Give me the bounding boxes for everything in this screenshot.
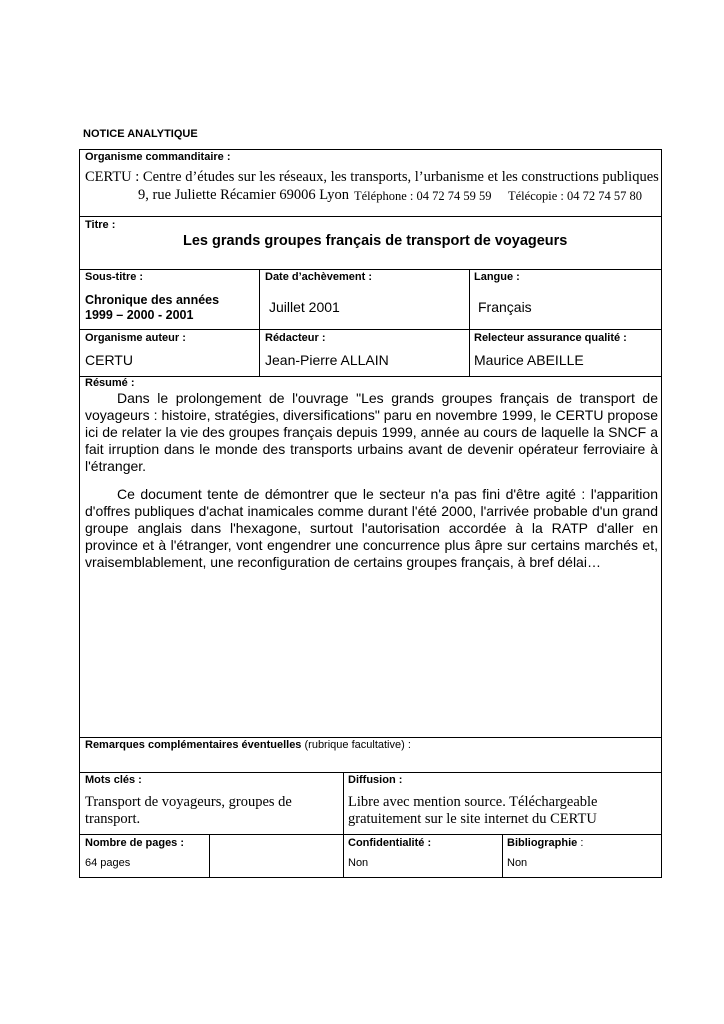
row-separator — [79, 376, 662, 377]
remarques-note: (rubrique facultative) : — [304, 739, 411, 751]
row-separator — [79, 329, 662, 330]
sous-titre-label: Sous-titre : — [85, 271, 144, 283]
col-separator — [502, 834, 503, 878]
resume-paragraph-2: Ce document tente de démontrer que le secteur n'a pas fini d'être agité : l'apparition d'offres publiques d'achat inamicales comme durant l'été 2000, l'arrivée probable d'un grand groupe anglais dans l'hexagone, surtout l'autorisation accordée à la RATP d'aller en province et à l'étranger, vont engendrer une concurrence plus âpre sur certains marchés et, vraisemblablement, une reconfiguration de certains groupes français, à bref délai… — [85, 486, 658, 570]
document-title: Les grands groupes français de transport de voyageurs — [183, 233, 568, 249]
resume-paragraph-1: Dans le prolongement de l'ouvrage "Les grands groupes français de transport de voyageurs : histoire, stratégies, diversifications" paru en novembre 1999, le CERTU propose ici de relater la vie des groupes français depuis 1999, année au cours de laquelle la SNCF a fait irruption dans le monde des transports urbains avant de devenir opérateur ferroviaire à l'étranger. — [85, 390, 658, 474]
sous-titre-line1: Chronique des années — [85, 293, 220, 307]
langue-value: Français — [478, 299, 532, 315]
organisme-commanditaire-name: CERTU : Centre d’études sur les réseaux, les transports, l’urbanisme et les constructions publiques — [85, 169, 659, 185]
row-separator — [79, 737, 662, 738]
relecteur-label: Relecteur assurance qualité : — [474, 332, 627, 344]
organisme-commanditaire-label: Organisme commanditaire : — [85, 151, 231, 163]
remarques-row — [85, 739, 411, 751]
redacteur-label: Rédacteur : — [265, 332, 326, 344]
organisme-auteur-label: Organisme auteur : — [85, 332, 186, 344]
organisme-commanditaire-phone: Téléphone : 04 72 74 59 59 — [354, 189, 492, 203]
table-bottom-border — [79, 877, 662, 878]
row-separator — [79, 772, 662, 773]
redacteur-value: Jean-Pierre ALLAIN — [265, 352, 389, 368]
remarques-label: Remarques complémentaires éventuelles — [85, 739, 302, 751]
confidentialite-label: Confidentialité : — [348, 837, 432, 849]
date-label: Date d’achèvement : — [265, 271, 372, 283]
row-separator — [79, 834, 662, 835]
mots-cles-line2: transport. — [85, 811, 141, 827]
nombre-pages-value: 64 pages — [85, 857, 131, 869]
col-separator — [209, 834, 210, 878]
organisme-commanditaire-fax: Télécopie : 04 72 74 57 80 — [508, 189, 642, 203]
table-top-border — [79, 149, 662, 150]
langue-label: Langue : — [474, 271, 520, 283]
nombre-pages-label: Nombre de pages : — [85, 837, 185, 849]
diffusion-label: Diffusion : — [348, 774, 403, 786]
confidentialite-value: Non — [348, 857, 369, 869]
relecteur-value: Maurice ABEILLE — [474, 352, 584, 368]
col-separator — [469, 269, 470, 377]
notice-title: NOTICE ANALYTIQUE — [83, 128, 198, 140]
organisme-auteur-value: CERTU — [85, 352, 133, 368]
table-right-border — [661, 149, 662, 878]
organisme-commanditaire-address: 9, rue Juliette Récamier 69006 Lyon — [138, 187, 350, 203]
date-value: Juillet 2001 — [269, 299, 340, 315]
sous-titre-line2: 1999 – 2000 - 2001 — [85, 308, 194, 322]
bibliographie-value: Non — [507, 857, 528, 869]
diffusion-line2: gratuitement sur le site internet du CERTU — [348, 811, 597, 827]
titre-label: Titre : — [85, 219, 116, 231]
bibliographie-row — [507, 837, 583, 849]
bibliographie-colon: : — [580, 837, 584, 849]
table-left-border — [79, 149, 80, 878]
row-separator — [79, 216, 662, 217]
resume-label: Résumé : — [85, 377, 135, 389]
row-separator — [79, 269, 662, 270]
mots-cles-label: Mots clés : — [85, 774, 142, 786]
mots-cles-line1: Transport de voyageurs, groupes de — [85, 794, 292, 810]
diffusion-line1: Libre avec mention source. Téléchargeable — [348, 794, 598, 810]
col-separator — [259, 269, 260, 377]
bibliographie-label: Bibliographie — [507, 837, 578, 849]
col-separator — [343, 772, 344, 878]
